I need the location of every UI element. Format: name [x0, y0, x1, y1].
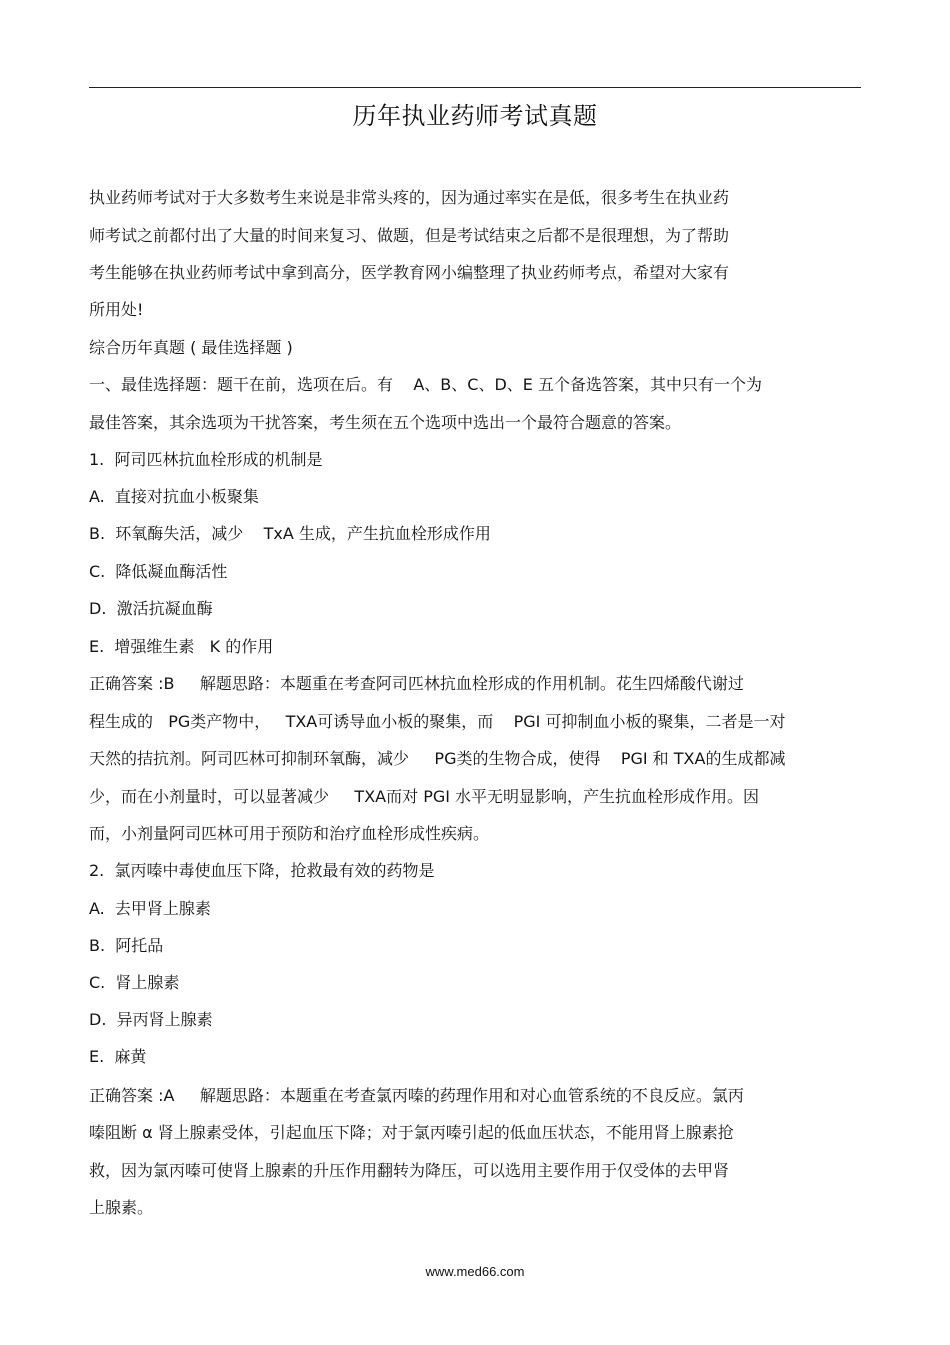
instructions-line-1: 一、最佳选择题：题干在前，选项在后。有 A、B、C、D、E 五个备选答案，其中只有一个为	[89, 375, 762, 394]
intro-line-1: 执业药师考试对于大多数考生来说是非常头疼的，因为通过率实在是低，很多考生在执业药	[89, 188, 730, 207]
intro-line-4: 所用处!	[89, 300, 144, 319]
q1-answer-line-5: 而，小剂量阿司匹林可用于预防和治疗血栓形成性疾病。	[89, 824, 490, 843]
q2-answer-line-4: 上腺素。	[89, 1198, 154, 1217]
header-rule	[89, 87, 861, 88]
q1-option-d: D. 激活抗凝血酶	[89, 599, 213, 618]
document-title: 历年执业药师考试真题	[352, 102, 598, 130]
q1-option-a: A. 直接对抗血小板聚集	[89, 487, 259, 506]
q2-option-b: B. 阿托品	[89, 936, 164, 955]
section-heading: 综合历年真题 ( 最佳选择题 )	[89, 338, 293, 357]
instructions-line-2: 最佳答案，其余选项为干扰答案，考生须在五个选项中选出一个最符合题意的答案。	[89, 413, 682, 432]
footer-url: www.med66.com	[425, 1264, 525, 1279]
q1-answer-line-2: 程生成的 PG类产物中， TXA可诱导血小板的聚集，而 PGI 可抑制血小板的聚集，二者是一对	[89, 712, 786, 731]
question-2: 2. 氯丙嗪中毒使血压下降，抢救最有效的药物是	[89, 861, 435, 880]
q1-option-e: E. 增强维生素 K 的作用	[89, 637, 274, 656]
question-1: 1. 阿司匹林抗血栓形成的机制是	[89, 450, 323, 469]
intro-line-2: 师考试之前都付出了大量的时间来复习、做题，但是考试结束之后都不是很理想，为了帮助	[89, 226, 730, 245]
q2-answer-line-2: 嗪阻断 α 肾上腺素受体，引起血压下降；对于氯丙嗪引起的低血压状态，不能用肾上腺素抢	[89, 1123, 734, 1142]
q1-option-b: B. 环氧酶失活，减少 TxA 生成，产生抗血栓形成作用	[89, 524, 491, 543]
q1-answer-line-3: 天然的拮抗剂。阿司匹林可抑制环氧酶，减少 PG类的生物合成，使得 PGI 和 TXA的生成都减	[89, 749, 786, 768]
q1-answer-line-1: 正确答案 :B 解题思路：本题重在考查阿司匹林抗血栓形成的作用机制。花生四烯酸代谢过	[89, 674, 744, 693]
q2-answer-line-3: 救，因为氯丙嗪可使肾上腺素的升压作用翻转为降压，可以选用主要作用于仅受体的去甲肾	[89, 1161, 730, 1180]
q1-answer-line-4: 少，而在小剂量时，可以显著减少 TXA而对 PGI 水平无明显影响，产生抗血栓形成作用。因	[89, 787, 760, 806]
q1-option-c: C. 降低凝血酶活性	[89, 562, 228, 581]
intro-line-3: 考生能够在执业药师考试中拿到高分，医学教育网小编整理了执业药师考点，希望对大家有	[89, 263, 730, 282]
q2-option-d: D. 异丙肾上腺素	[89, 1010, 213, 1029]
q2-answer-line-1: 正确答案 :A 解题思路：本题重在考查氯丙嗪的药理作用和对心血管系统的不良反应。氯丙	[89, 1086, 744, 1105]
q2-option-a: A. 去甲肾上腺素	[89, 899, 211, 918]
q2-option-e: E. 麻黄	[89, 1047, 147, 1066]
q2-option-c: C. 肾上腺素	[89, 973, 180, 992]
